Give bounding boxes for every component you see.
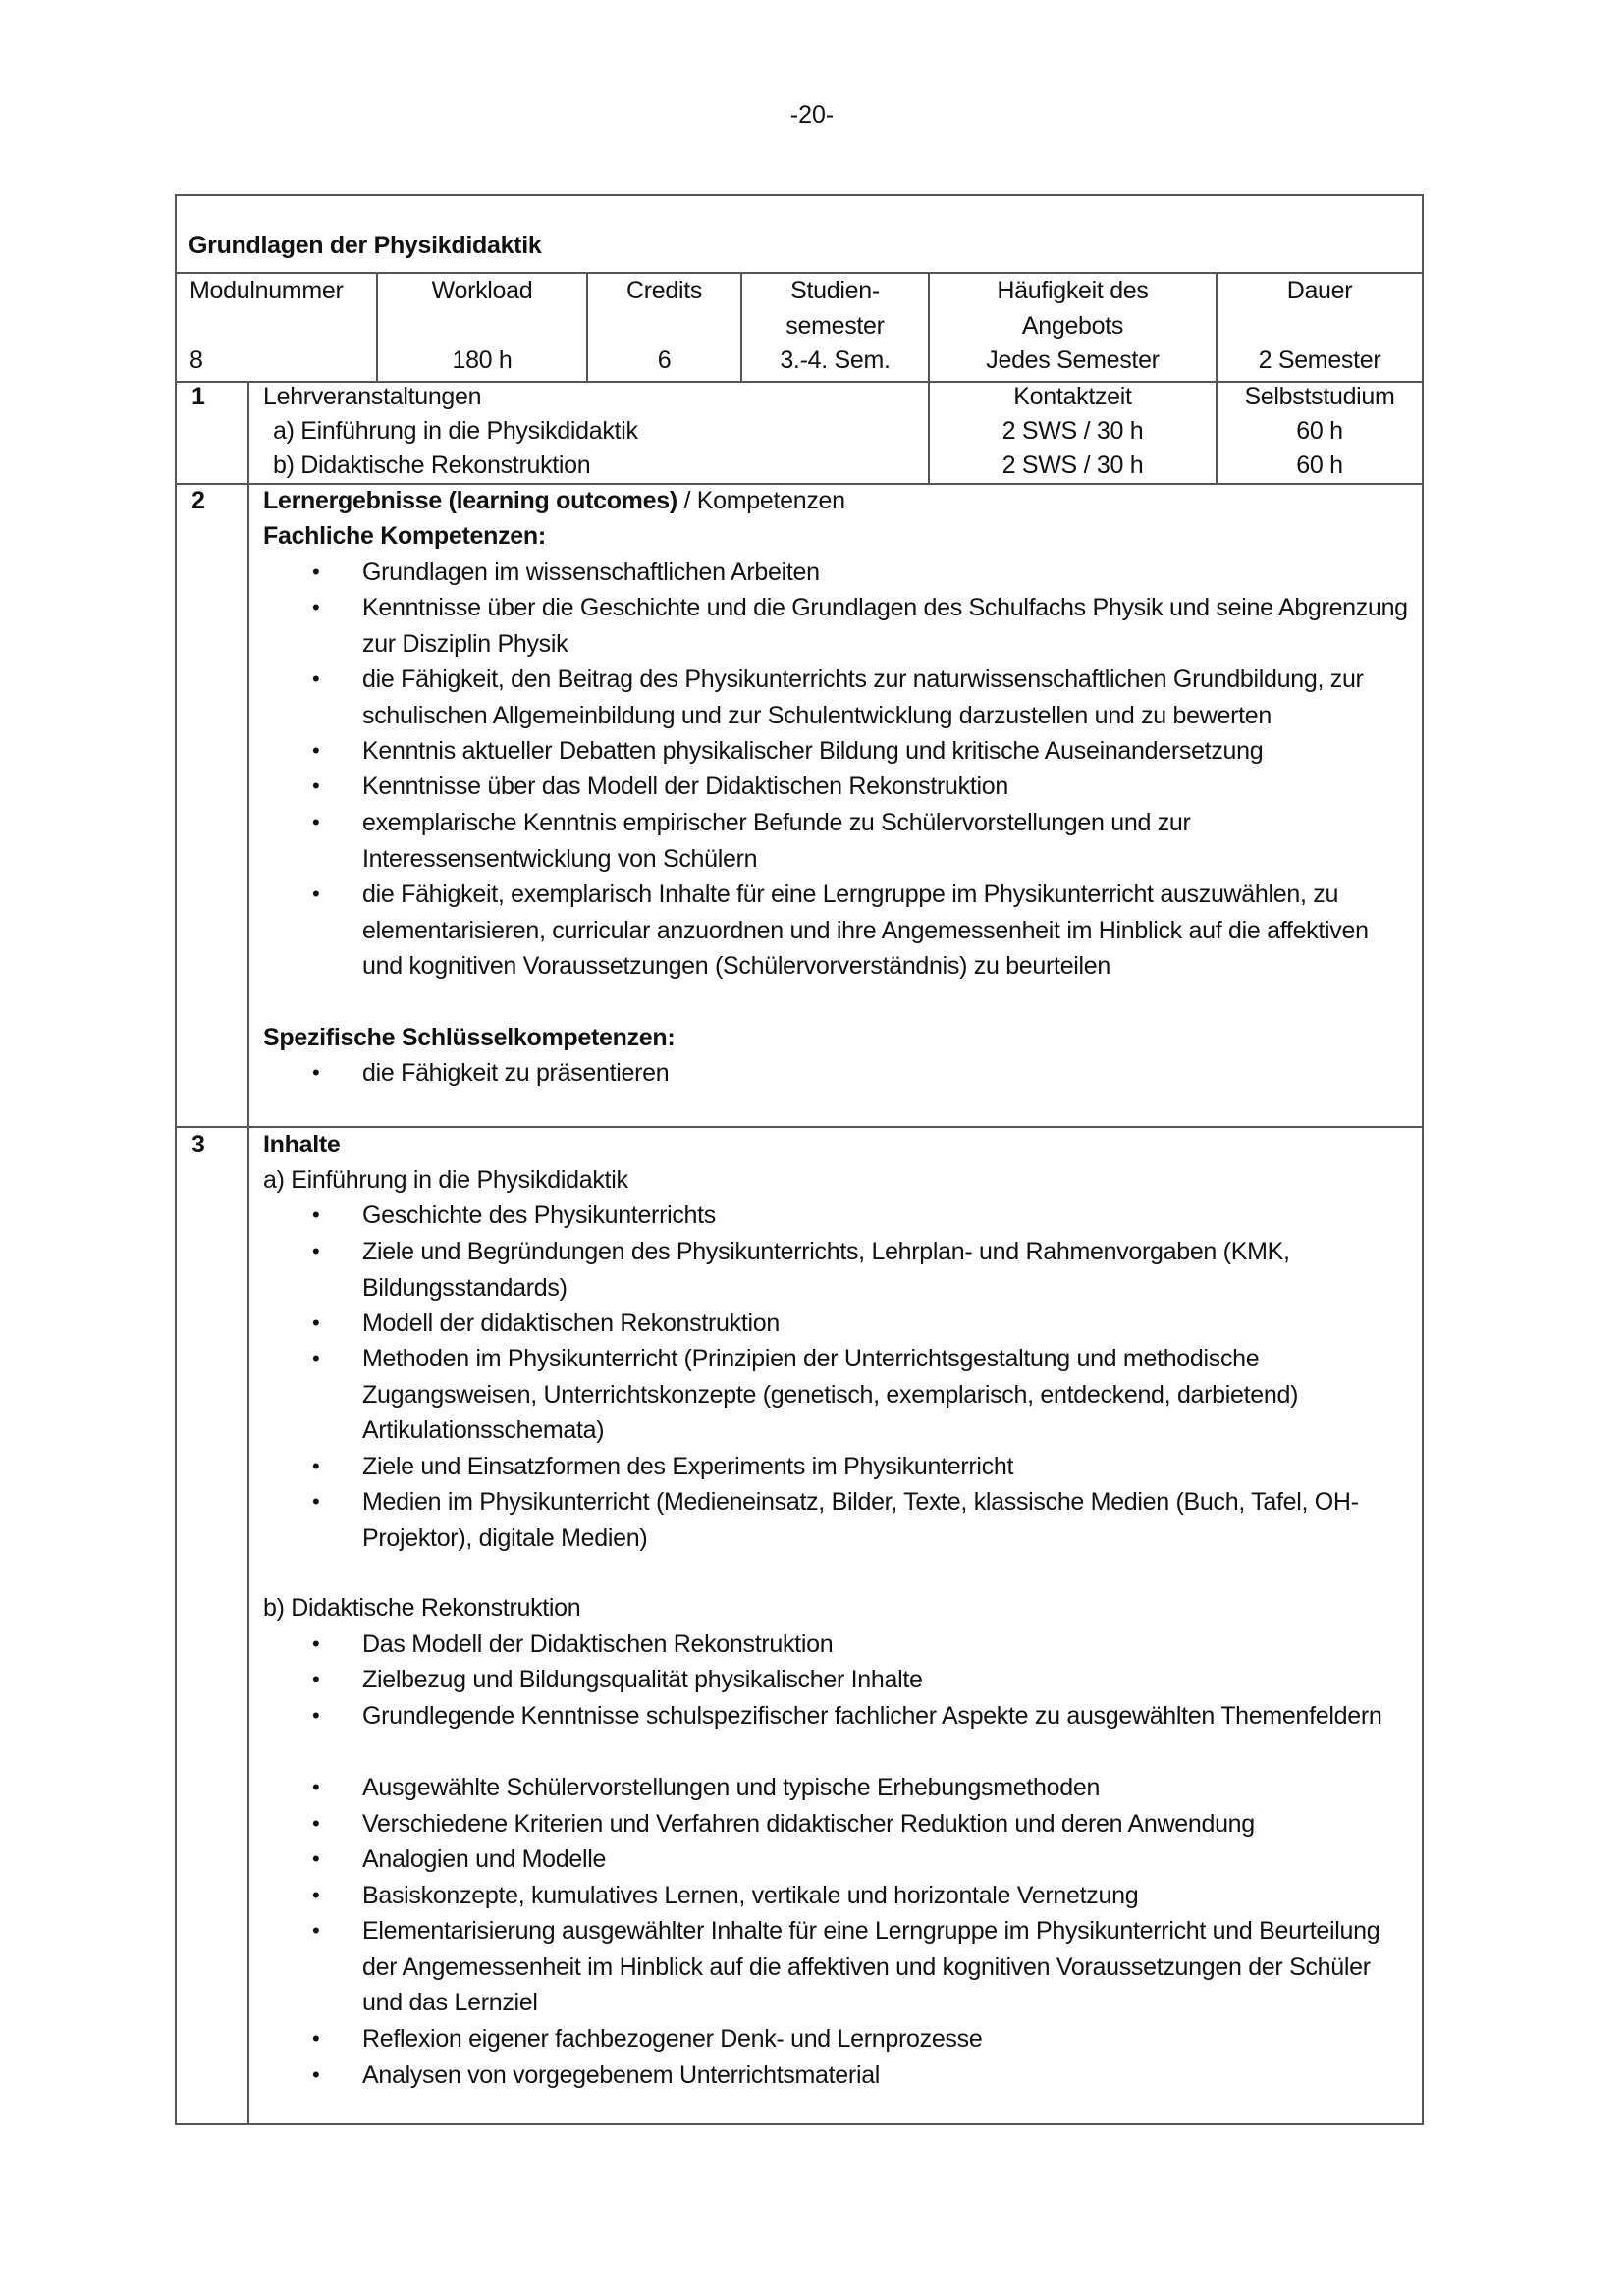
fachliche-heading: Fachliche Kompetenzen: — [263, 522, 546, 550]
bullet-icon: • — [312, 2062, 320, 2087]
bullet-icon: • — [312, 1310, 320, 1335]
credits-label: Credits — [625, 277, 703, 304]
list-item: Grundlagen im wissenschaftlichen Arbeiten — [362, 559, 820, 586]
bullet-icon: • — [312, 1883, 320, 1907]
section-2-title-bold: Lernergebnisse (learning outcomes) — [263, 487, 677, 514]
modulnummer-value: 8 — [189, 347, 203, 374]
list-item: exemplarische Kenntnis empirischer Befunde zu Schülervorstellungen und zur Interessensentwicklung von Schülern — [362, 809, 1191, 873]
section-number-3: 3 — [191, 1131, 205, 1158]
list-item: Grundlegende Kenntnisse schulspezifischer fachlicher Aspekte zu ausgewählten Themenfeldern — [362, 1702, 1382, 1730]
list-item: die Fähigkeit, den Beitrag des Physikunterrichts zur naturwissenschaftlichen Grundbildung, zur schulischen Allgemeinbildung und zur Schulentwicklung darzustellen und zu bewerten — [362, 666, 1364, 729]
course-a-name: a) Einführung in die Physikdidaktik — [273, 417, 638, 445]
haeufigkeit-label-1: Häufigkeit des — [997, 277, 1149, 304]
list-item: Kenntnisse über die Geschichte und die Grundlagen des Schulfachs Physik und seine Abgrenzung zur Disziplin Physik — [362, 594, 1408, 658]
list-item: Reflexion eigener fachbezogener Denk- und Lernprozesse — [362, 2025, 983, 2053]
inhalte-title: Inhalte — [263, 1131, 341, 1158]
course-b-kontaktzeit: 2 SWS / 30 h — [1001, 452, 1144, 479]
list-item: Geschichte des Physikunterrichts — [362, 1201, 717, 1229]
course-b-name: b) Didaktische Rekonstruktion — [273, 452, 591, 479]
bullet-icon: • — [312, 1667, 320, 1691]
bullet-icon: • — [312, 1918, 320, 1943]
list-item: Analysen von vorgegebenem Unterrichtsmaterial — [362, 2061, 881, 2089]
bullet-icon: • — [312, 560, 320, 584]
bullet-icon: • — [312, 1811, 320, 1836]
bullet-icon: • — [312, 1489, 320, 1514]
bullet-icon: • — [312, 738, 320, 763]
course-a-selbststudium: 60 h — [1296, 417, 1343, 445]
bullet-icon: • — [312, 1454, 320, 1478]
course-b-selbststudium: 60 h — [1296, 452, 1343, 479]
list-item: Elementarisierung ausgewählter Inhalte für eine Lerngruppe im Physikunterricht und Beurteilung der Angemessenheit im Hinblick auf die affektiven und kognitiven Voraussetzungen der Schüler und das Lernziel — [362, 1917, 1380, 2016]
bullet-icon: • — [312, 1703, 320, 1728]
part-a-title: a) Einführung in die Physikdidaktik — [263, 1166, 628, 1194]
bullet-icon: • — [312, 1346, 320, 1370]
list-item: Kenntnis aktueller Debatten physikalischer Bildung und kritische Auseinandersetzung — [362, 737, 1264, 765]
module-title: Grundlagen der Physikdidaktik — [189, 232, 542, 259]
part-b-title: b) Didaktische Rekonstruktion — [263, 1594, 581, 1622]
bullet-icon: • — [312, 667, 320, 691]
bullet-icon: • — [312, 1060, 320, 1085]
workload-label: Workload — [431, 277, 533, 304]
haeufigkeit-value: Jedes Semester — [986, 347, 1160, 374]
bullet-icon: • — [312, 1631, 320, 1656]
studiensemester-label-2: semester — [785, 312, 885, 340]
bullet-icon: • — [312, 1846, 320, 1871]
bullet-icon: • — [312, 881, 320, 906]
list-item: Medien im Physikunterricht (Medieneinsatz, Bilder, Texte, klassische Medien (Buch, Tafel, OH-Projektor), digitale Medien) — [362, 1488, 1359, 1552]
list-item: Analogien und Modelle — [362, 1845, 607, 1873]
divider — [247, 381, 249, 2125]
list-item: die Fähigkeit zu präsentieren — [362, 1059, 670, 1087]
list-item: Kenntnisse über das Modell der Didaktischen Rekonstruktion — [362, 773, 1008, 800]
section-2-title-rest: / Kompetenzen — [677, 487, 845, 514]
bullet-icon: • — [312, 774, 320, 798]
list-item: Modell der didaktischen Rekonstruktion — [362, 1309, 780, 1337]
list-item: Verschiedene Kriterien und Verfahren didaktischer Reduktion und deren Anwendung — [362, 1810, 1255, 1838]
bullet-icon: • — [312, 810, 320, 834]
list-item: Ziele und Einsatzformen des Experiments im Physikunterricht — [362, 1453, 1014, 1480]
divider — [175, 1126, 1424, 1128]
kontaktzeit-label: Kontaktzeit — [1013, 383, 1132, 410]
list-item: Zielbezug und Bildungsqualität physikalischer Inhalte — [362, 1666, 923, 1693]
list-item: Das Modell der Didaktischen Rekonstruktion — [362, 1630, 834, 1658]
dauer-value: 2 Semester — [1258, 347, 1381, 374]
studiensemester-value: 3.-4. Sem. — [780, 347, 891, 374]
list-item: Ziele und Begründungen des Physikunterrichts, Lehrplan- und Rahmenvorgaben (KMK, Bildungsstandards) — [362, 1238, 1290, 1302]
section-number-1: 1 — [191, 383, 205, 410]
credits-value: 6 — [657, 347, 672, 374]
section-number-2: 2 — [191, 487, 205, 514]
course-a-kontaktzeit: 2 SWS / 30 h — [1001, 417, 1144, 445]
haeufigkeit-label-2: Angebots — [1021, 312, 1124, 340]
workload-value: 180 h — [452, 347, 513, 374]
modulnummer-label: Modulnummer — [189, 277, 344, 304]
list-item: Ausgewählte Schülervorstellungen und typische Erhebungsmethoden — [362, 1774, 1101, 1801]
schluessel-heading: Spezifische Schlüsselkompetenzen: — [263, 1024, 676, 1051]
page-number: -20- — [789, 101, 835, 129]
bullet-icon: • — [312, 1202, 320, 1227]
list-item: die Fähigkeit, exemplarisch Inhalte für eine Lerngruppe im Physikunterricht auszuwählen, zu elementarisieren, curricular anzuordnen und ihre Angemessenheit im Hinblick auf die affektiven und kognitiven Voraussetzungen (Schülervorverständnis) zu beurteilen — [362, 881, 1369, 980]
lehrveranstaltungen-title: Lehrveranstaltungen — [263, 383, 482, 410]
bullet-icon: • — [312, 1239, 320, 1263]
studiensemester-label-1: Studien- — [790, 277, 880, 304]
bullet-icon: • — [312, 1775, 320, 1799]
selbststudium-label: Selbststudium — [1244, 383, 1395, 410]
section-2-title — [263, 483, 845, 518]
bullet-icon: • — [312, 2026, 320, 2051]
dauer-label: Dauer — [1286, 277, 1353, 304]
bullet-icon: • — [312, 595, 320, 619]
list-item: Methoden im Physikunterricht (Prinzipien der Unterrichtsgestaltung und methodische Zugangsweisen, Unterrichtskonzepte (genetisch, exemplarisch, entdeckend, darbietend) Artikulationsschemata) — [362, 1345, 1299, 1444]
list-item: Basiskonzepte, kumulatives Lernen, vertikale und horizontale Vernetzung — [362, 1882, 1139, 1909]
